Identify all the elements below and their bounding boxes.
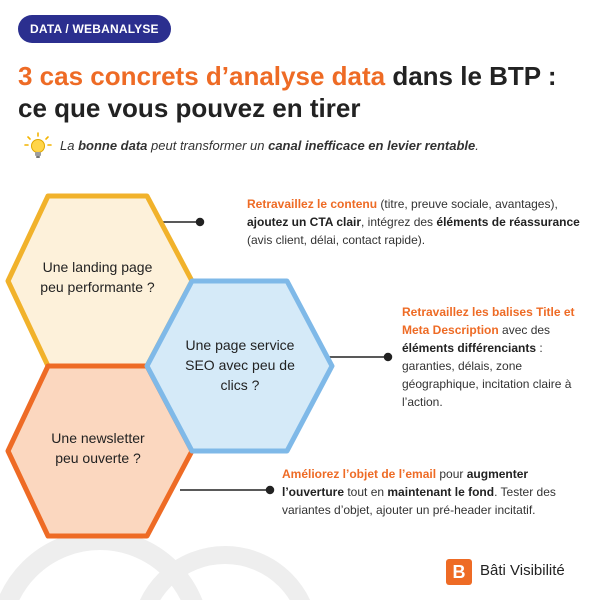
title-accent: 3 cas concrets d’analyse data [18, 61, 386, 91]
description-landing-page: Retravaillez le contenu (titre, preuve sociale, avantages), ajoutez un CTA clair, intégrez des éléments de réassurance (avis client, délai, contact rapide). [247, 197, 580, 247]
connector-3 [180, 487, 274, 494]
hexagon-label-landing-page: Une landing page peu performante ? [40, 259, 155, 295]
hexagon-label-seo-page: Une page service SEO avec peu de clics ? [185, 337, 295, 393]
description-seo-page: Retravaillez les balises Title et Meta Description avec des éléments différenciants : garanties, délais, zone géographique, incitation claire à l’action. [402, 305, 575, 409]
brand-name: Bâti Visibilité [480, 562, 565, 579]
description-newsletter: Améliorez l’objet de l’email pour augmenter l’ouverture tout en maintenant le fond. Tester des variantes d’objet, ajouter un pré-header incitatif. [282, 467, 556, 517]
brand-logo-icon: B [446, 559, 472, 585]
title-rest: dans le BTP : ce que vous pouvez en tirer [18, 61, 557, 123]
hexagon-label-newsletter: Une newsletter peu ouverte ? [51, 430, 145, 466]
intro-text: La bonne data peut transformer un canal inefficace en levier rentable. [60, 138, 479, 153]
category-tag: DATA / WEBANALYSE [18, 15, 171, 43]
